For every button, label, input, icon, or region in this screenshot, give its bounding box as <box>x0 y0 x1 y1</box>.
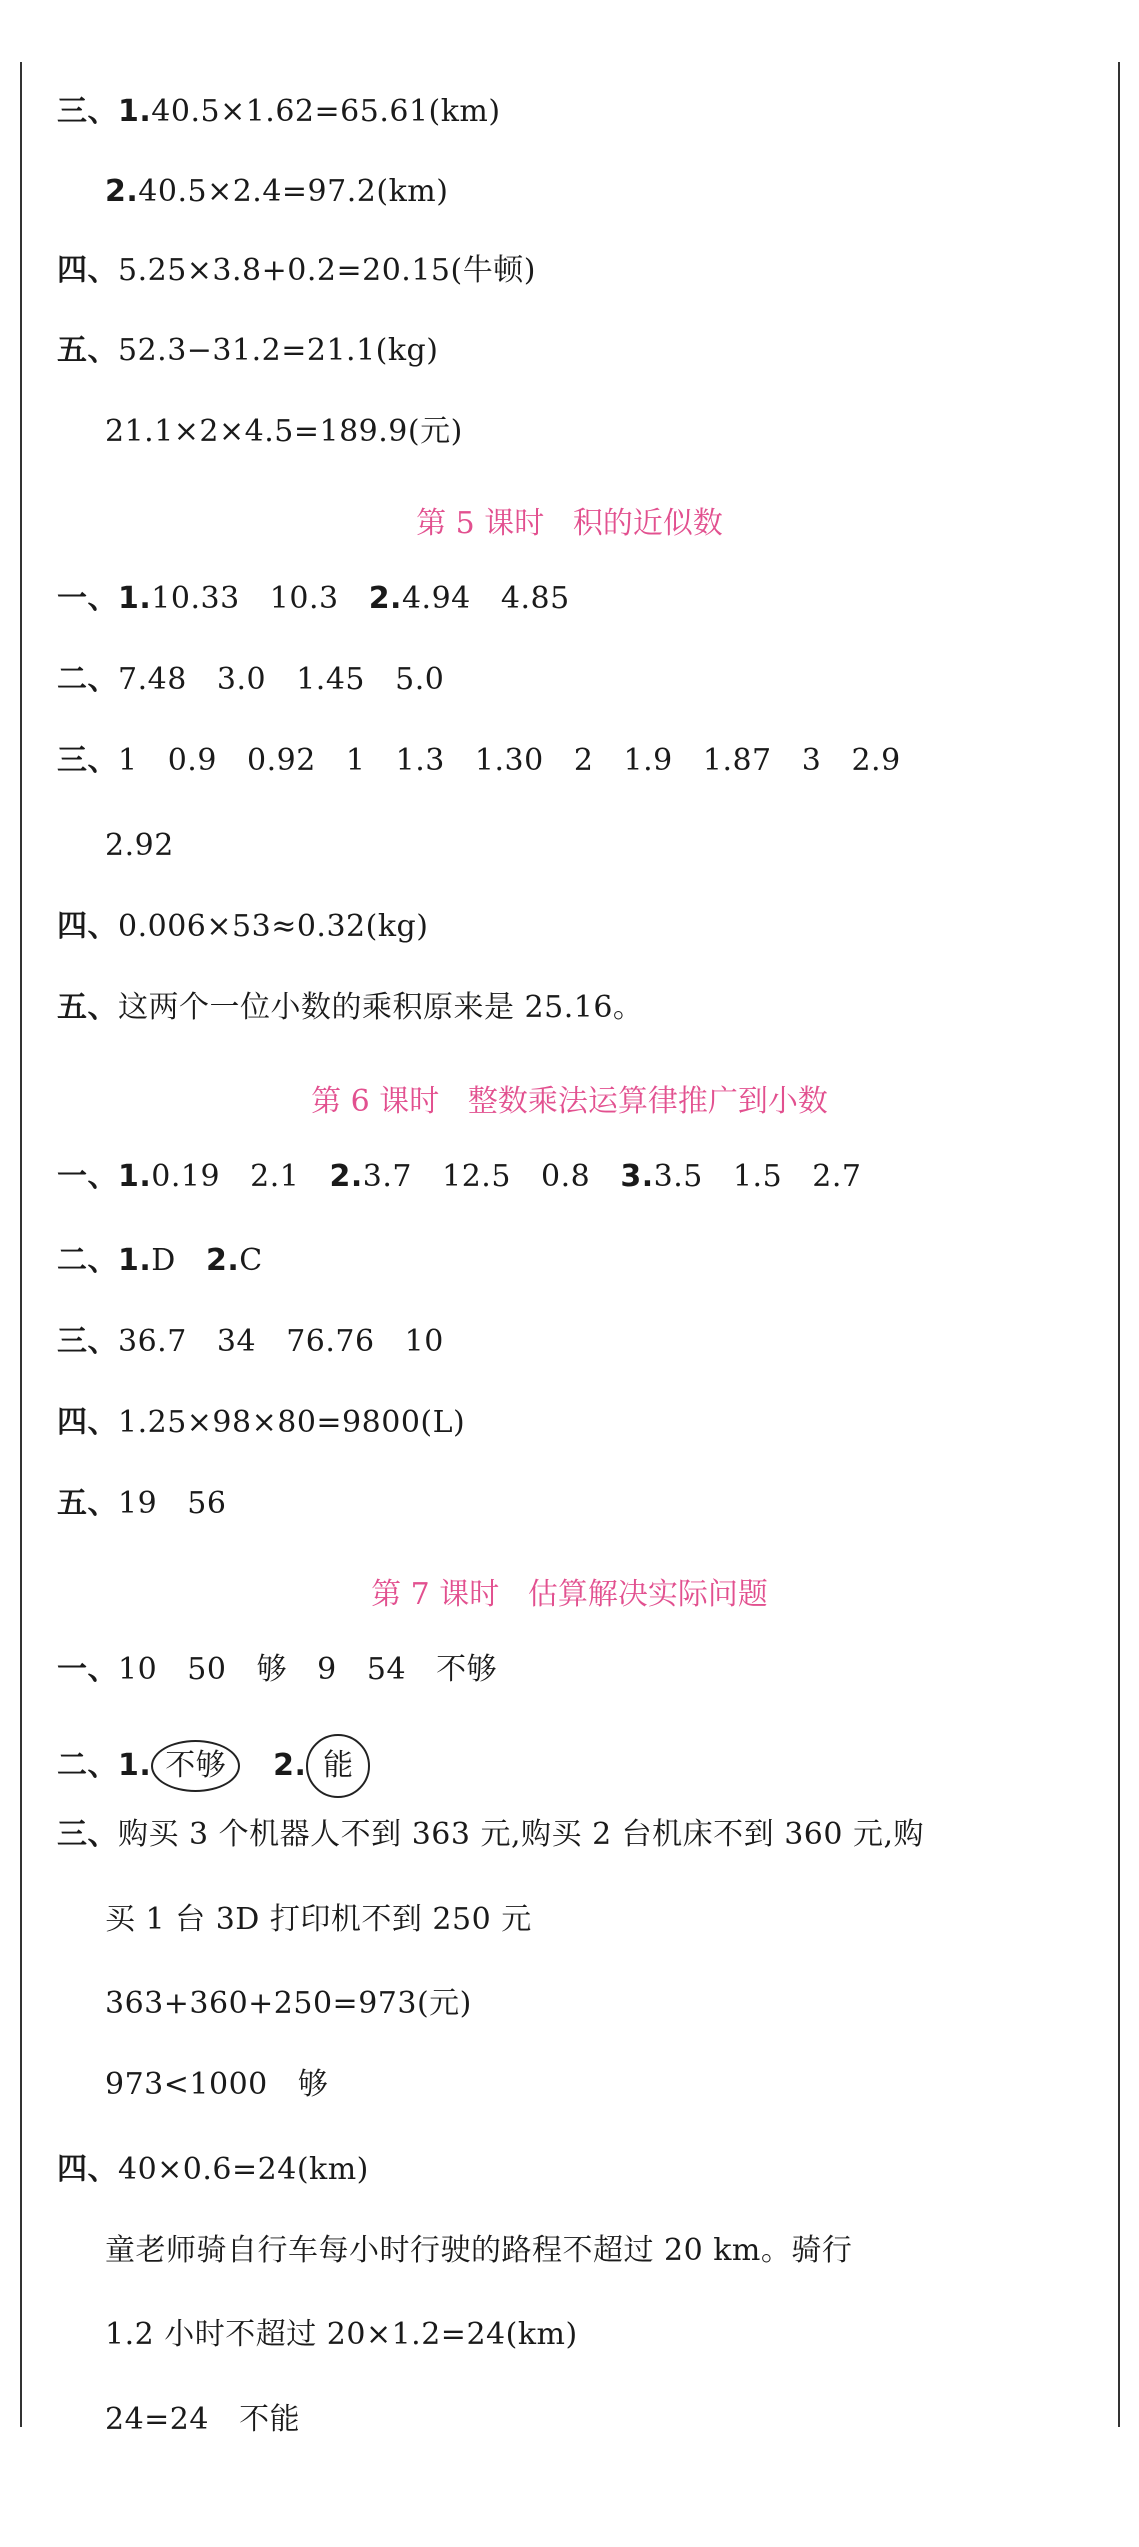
answer-line <box>105 2315 578 2355</box>
answer-line <box>105 2065 328 2105</box>
answer-line <box>57 1734 370 1798</box>
answer-line <box>57 660 444 700</box>
answer-line <box>57 579 570 619</box>
answer-line <box>57 1322 444 1362</box>
section-heading: 第 5 课时 积的近似数 <box>416 506 723 541</box>
answer-line <box>105 2400 300 2440</box>
question-number: 一、1. <box>57 581 152 616</box>
answer-line <box>57 988 643 1028</box>
answer-text: 40.5×2.4=97.2(km) <box>138 174 449 209</box>
question-number: 三、 <box>57 1817 118 1852</box>
answer-line <box>57 1157 861 1197</box>
answer-text: 1.2 小时不超过 20×1.2=24(km) <box>105 2317 578 2352</box>
question-number: 五、 <box>57 990 118 1025</box>
answer-line <box>57 1815 924 1855</box>
answer-line <box>57 741 901 781</box>
answer-text: 7.48 3.0 1.45 5.0 <box>118 662 445 697</box>
answer-text: 10 50 够 9 54 不够 <box>118 1652 498 1687</box>
question-number: 一、1. <box>57 1159 152 1194</box>
section-heading: 第 7 课时 估算解决实际问题 <box>371 1577 768 1612</box>
question-number: 四、 <box>57 909 118 944</box>
answer-text: 40×0.6=24(km) <box>118 2152 369 2187</box>
question-number: 四、 <box>57 2152 118 2187</box>
question-number: 二、1. <box>57 1243 152 1278</box>
question-number: 二、 <box>57 662 118 697</box>
answer-text: 24=24 不能 <box>105 2402 301 2437</box>
question-number: 三、 <box>57 743 118 778</box>
right-border <box>1118 62 1120 2427</box>
answer-text: 0.006×53≈0.32(kg) <box>118 909 429 944</box>
question-number: 2. <box>368 581 402 616</box>
answer-line <box>57 331 438 371</box>
answer-text: 这两个一位小数的乘积原来是 25.16。 <box>118 990 644 1025</box>
question-number: 三、 <box>57 1324 118 1359</box>
question-number: 二、1. <box>57 1748 152 1783</box>
answer-text: D <box>151 1243 206 1278</box>
answer-line <box>57 1403 465 1443</box>
answer-text: 1 0.9 0.92 1 1.3 1.30 2 1.9 1.87 3 2.9 <box>118 743 901 778</box>
answer-line <box>57 251 536 291</box>
left-border <box>20 62 22 2427</box>
question-number: 3. <box>620 1159 654 1194</box>
answer-text: 973<1000 够 <box>105 2067 329 2102</box>
answer-line <box>57 2150 369 2190</box>
question-number: 2. <box>329 1159 363 1194</box>
answer-text: 4.94 4.85 <box>401 581 570 616</box>
question-number: 四、 <box>57 1405 118 1440</box>
circled-answer: 能 <box>306 1734 370 1798</box>
answer-line <box>105 826 174 866</box>
question-number: 三、1. <box>57 94 152 129</box>
question-number: 五、 <box>57 1486 118 1521</box>
question-number: 四、 <box>57 253 118 288</box>
answer-text: 21.1×2×4.5=189.9(元) <box>105 414 463 449</box>
answer-text: 10.33 10.3 <box>151 581 369 616</box>
answer-text: 3.7 12.5 0.8 <box>362 1159 621 1194</box>
answer-text: 5.25×3.8+0.2=20.15(牛顿) <box>118 253 536 288</box>
answer-text: 3.5 1.5 2.7 <box>653 1159 862 1194</box>
answer-line <box>105 2231 852 2271</box>
question-number: 2. <box>205 1243 240 1278</box>
answer-line <box>105 1900 532 1940</box>
answer-text: 2.92 <box>105 828 174 863</box>
answer-line <box>105 1984 472 2024</box>
answer-line <box>105 172 448 212</box>
answer-text: C <box>239 1243 263 1278</box>
answer-text: 买 1 台 3D 打印机不到 250 元 <box>105 1902 532 1937</box>
answer-text: 1.25×98×80=9800(L) <box>118 1405 466 1440</box>
answer-text: 36.7 34 76.76 10 <box>118 1324 444 1359</box>
answer-line <box>57 1241 263 1281</box>
answer-line <box>57 1484 226 1524</box>
answer-line <box>57 907 428 947</box>
circled-answer: 不够 <box>151 1740 240 1792</box>
answer-line <box>105 412 463 452</box>
answer-text: 19 56 <box>118 1486 227 1521</box>
answer-text: 52.3−31.2=21.1(kg) <box>118 333 439 368</box>
answer-line <box>57 1650 497 1690</box>
answer-text: 0.19 2.1 <box>151 1159 330 1194</box>
question-number: 2. <box>240 1748 307 1783</box>
answer-text: 购买 3 个机器人不到 363 元,购买 2 台机床不到 360 元,购 <box>118 1817 925 1852</box>
section-heading: 第 6 课时 整数乘法运算律推广到小数 <box>311 1084 828 1119</box>
answer-text: 40.5×1.62=65.61(km) <box>151 94 501 129</box>
answer-text: 童老师骑自行车每小时行驶的路程不超过 20 km。骑行 <box>105 2233 853 2268</box>
question-number: 一、 <box>57 1652 118 1687</box>
answer-text: 363+360+250=973(元) <box>105 1986 472 2021</box>
question-number: 五、 <box>57 333 118 368</box>
question-number: 2. <box>105 174 139 209</box>
answer-line <box>57 92 501 132</box>
